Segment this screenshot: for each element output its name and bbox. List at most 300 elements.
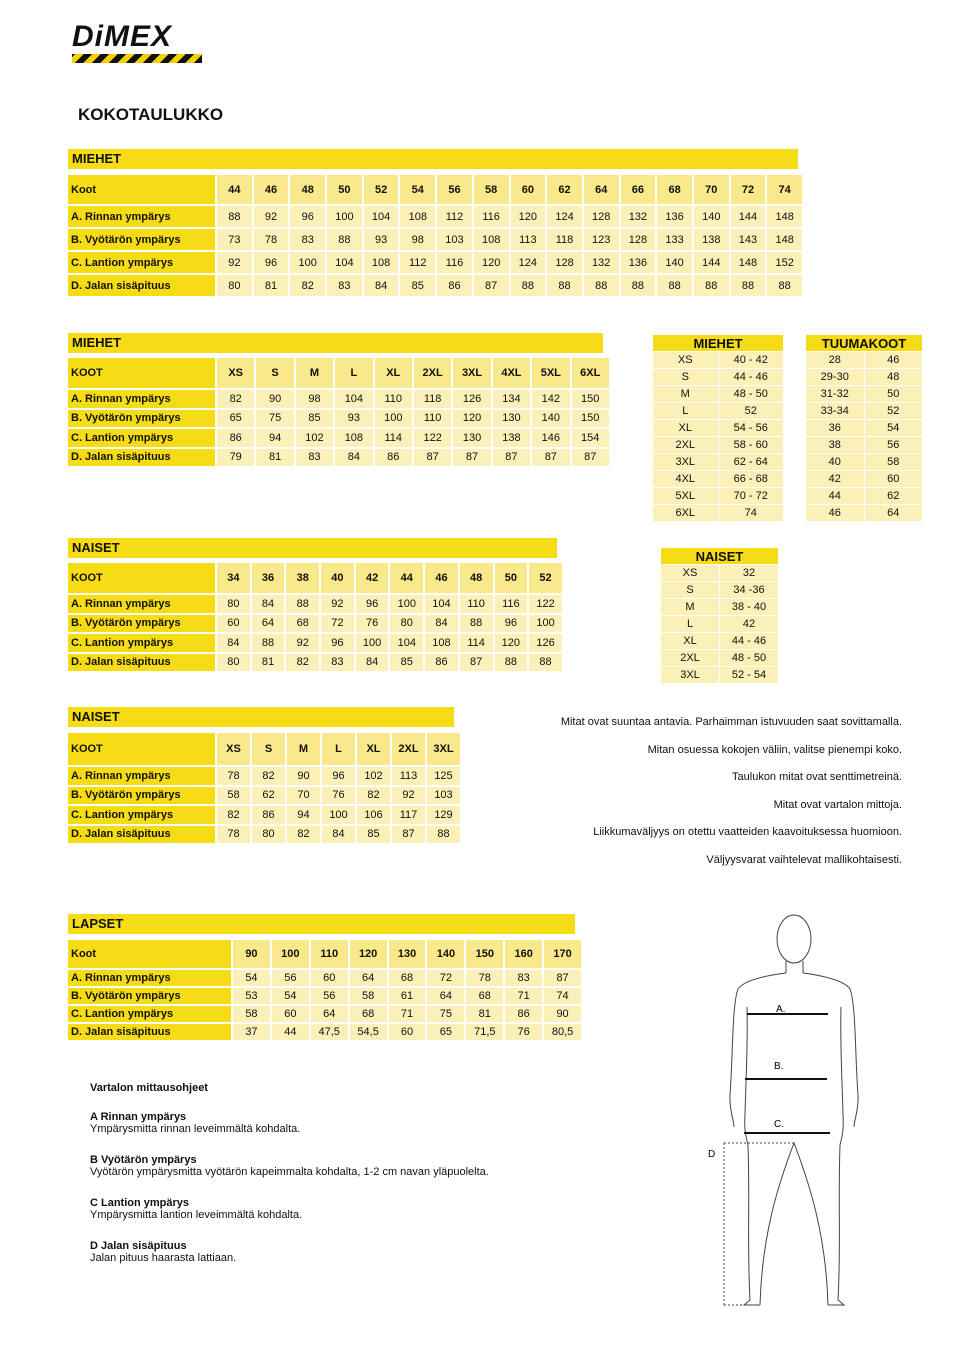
measurement-value: 96 <box>495 615 528 633</box>
size-header-cell: 40 <box>321 563 354 593</box>
conversion-cell: 74 <box>719 505 784 521</box>
conversion-cell: 52 <box>719 403 784 419</box>
measurement-value: 86 <box>425 654 458 672</box>
size-header-cell: 2XL <box>414 358 451 388</box>
measurement-value: 87 <box>460 654 493 672</box>
size-header-cell: 38 <box>286 563 319 593</box>
measurement-value: 106 <box>357 806 390 824</box>
conversion-cell: 66 - 68 <box>719 471 784 487</box>
measurement-value: 96 <box>321 634 354 652</box>
measurement-value: 104 <box>327 252 362 273</box>
conversion-cell: 2XL <box>653 437 718 453</box>
measurement-value: 88 <box>217 206 252 227</box>
measurement-value: 148 <box>731 252 766 273</box>
measurement-value: 71 <box>505 988 542 1004</box>
measurement-label: C. Lantion ympärys <box>68 806 215 824</box>
measurement-value: 60 <box>272 1006 309 1022</box>
size-header-cell: 52 <box>364 175 399 204</box>
conversion-cell: 48 - 50 <box>719 386 784 402</box>
measurement-value: 87 <box>572 449 609 467</box>
measurement-value: 94 <box>287 806 320 824</box>
conversion-row <box>653 352 783 368</box>
measurement-value: 68 <box>466 988 503 1004</box>
measurement-value: 96 <box>290 206 325 227</box>
measurement-value: 88 <box>252 634 285 652</box>
conversion-cell: 46 <box>865 352 923 368</box>
measurement-value: 140 <box>532 410 569 428</box>
instruction-text: Ympärysmitta lantion leveimmältä kohdalta. <box>90 1209 303 1221</box>
measurement-value: 54 <box>233 970 270 986</box>
measurement-value: 81 <box>254 275 289 296</box>
size-header-cell: S <box>252 733 285 765</box>
conversion-row <box>806 386 922 402</box>
size-header-row <box>68 175 802 204</box>
conversion-cell: 38 <box>806 437 864 453</box>
measurement-row <box>68 252 802 273</box>
measurement-value: 116 <box>437 252 472 273</box>
measurement-value: 110 <box>414 410 451 428</box>
instruction-title: A Rinnan ympärys <box>90 1111 187 1123</box>
size-header-cell: 110 <box>311 940 348 968</box>
measurement-value: 71 <box>389 1006 426 1022</box>
measurement-row <box>68 229 802 250</box>
measurement-value: 148 <box>767 229 802 250</box>
measurement-value: 81 <box>252 654 285 672</box>
measurement-value: 87 <box>532 449 569 467</box>
note-line: Mitat ovat vartalon mittoja. <box>773 798 902 811</box>
measurement-value: 90 <box>256 390 293 408</box>
conversion-row <box>653 488 783 504</box>
women-numeric-size-table <box>66 561 564 673</box>
measurement-value: 103 <box>427 787 460 805</box>
size-header-row <box>68 563 562 593</box>
note-line: Väljyysvarat vaihtelevat mallikohtaisesti. <box>706 853 902 866</box>
measurement-label: D. Jalan sisäpituus <box>68 654 215 672</box>
size-header-cell: 44 <box>217 175 252 204</box>
conversion-cell: L <box>653 403 718 419</box>
size-header-cell: 4XL <box>493 358 530 388</box>
size-header-label: Koot <box>68 175 215 204</box>
measurement-value: 128 <box>621 229 656 250</box>
measurement-row <box>68 634 562 652</box>
measurement-value: 65 <box>217 410 254 428</box>
measurement-value: 84 <box>335 449 372 467</box>
conversion-cell: S <box>653 369 718 385</box>
measurement-row <box>68 429 609 447</box>
measurement-value: 150 <box>572 390 609 408</box>
measurement-value: 82 <box>290 275 325 296</box>
measurement-value: 93 <box>335 410 372 428</box>
measurement-value: 100 <box>390 595 423 613</box>
conversion-row <box>661 650 778 666</box>
figure-label-c: C. <box>774 1119 784 1130</box>
women-numeric-title: NAISET <box>68 538 557 558</box>
men-letter-title: MIEHET <box>68 333 603 353</box>
measurement-value: 87 <box>493 449 530 467</box>
size-header-cell: M <box>296 358 333 388</box>
conversion-cell: M <box>653 386 718 402</box>
measurement-value: 37 <box>233 1024 270 1040</box>
size-header-cell: L <box>322 733 355 765</box>
dimex-logo <box>72 22 202 64</box>
measurement-value: 87 <box>544 970 581 986</box>
conversion-row <box>661 599 778 615</box>
size-header-cell: 42 <box>356 563 389 593</box>
measurement-value: 140 <box>657 252 692 273</box>
measurement-value: 112 <box>400 252 435 273</box>
conversion-row <box>653 420 783 436</box>
measurement-value: 68 <box>389 970 426 986</box>
measurement-value: 96 <box>356 595 389 613</box>
measurement-value: 104 <box>364 206 399 227</box>
measurement-row <box>68 275 802 296</box>
measurement-label: B. Vyötärön ympärys <box>68 787 215 805</box>
measurement-value: 54,5 <box>350 1024 387 1040</box>
conversion-row <box>653 403 783 419</box>
measurement-value: 88 <box>584 275 619 296</box>
conversion-cell: 48 <box>865 369 923 385</box>
measurement-value: 100 <box>356 634 389 652</box>
measurement-value: 92 <box>254 206 289 227</box>
measurement-value: 83 <box>290 229 325 250</box>
conversion-cell: 42 <box>806 471 864 487</box>
conversion-cell: 56 <box>865 437 923 453</box>
measurement-value: 104 <box>390 634 423 652</box>
measurement-value: 80 <box>217 654 250 672</box>
note-line: Mitat ovat suuntaa antavia. Parhaimman istuvuuden saat sovittamalla. <box>560 716 902 728</box>
conversion-cell: XS <box>653 352 718 368</box>
measurement-value: 108 <box>425 634 458 652</box>
size-header-row <box>68 358 609 388</box>
measurement-label: D. Jalan sisäpituus <box>68 1024 231 1040</box>
measurement-value: 122 <box>414 429 451 447</box>
measurement-value: 126 <box>453 390 490 408</box>
conversion-row <box>661 582 778 598</box>
measurement-value: 80 <box>217 595 250 613</box>
measurement-value: 58 <box>217 787 250 805</box>
measurement-value: 100 <box>375 410 412 428</box>
conversion-row <box>806 488 922 504</box>
conversion-row <box>806 369 922 385</box>
measurement-label: D. Jalan sisäpituus <box>68 275 215 296</box>
conversion-cell: 28 <box>806 352 864 368</box>
measurement-value: 114 <box>460 634 493 652</box>
conversion-cell: 40 - 42 <box>719 352 784 368</box>
men-letter-size-table <box>66 356 611 468</box>
measurement-value: 98 <box>400 229 435 250</box>
conversion-header-row <box>806 335 922 351</box>
measurement-value: 96 <box>254 252 289 273</box>
measurement-value: 94 <box>256 429 293 447</box>
size-header-cell: S <box>256 358 293 388</box>
measurement-value: 61 <box>389 988 426 1004</box>
measurement-value: 87 <box>474 275 509 296</box>
measurement-value: 86 <box>252 806 285 824</box>
measurement-label: B. Vyötärön ympärys <box>68 615 215 633</box>
measuring-instructions <box>90 1082 610 1283</box>
measurement-value: 114 <box>375 429 412 447</box>
measurement-value: 78 <box>466 970 503 986</box>
kids-title: LAPSET <box>68 914 575 934</box>
size-header-cell: 170 <box>544 940 581 968</box>
instruction-item <box>90 1240 610 1264</box>
size-header-row <box>68 733 460 765</box>
measurement-value: 88 <box>657 275 692 296</box>
measurement-value: 78 <box>217 767 250 785</box>
measurement-value: 44 <box>272 1024 309 1040</box>
conversion-row <box>661 565 778 581</box>
measurement-label: A. Rinnan ympärys <box>68 595 215 613</box>
measurement-label: C. Lantion ympärys <box>68 1006 231 1022</box>
measurement-value: 68 <box>286 615 319 633</box>
size-header-cell: 48 <box>290 175 325 204</box>
instructions-heading: Vartalon mittausohjeet <box>90 1082 208 1094</box>
conversion-cell: 36 <box>806 420 864 436</box>
measurement-value: 56 <box>311 988 348 1004</box>
measurement-value: 88 <box>547 275 582 296</box>
size-header-cell: 160 <box>505 940 542 968</box>
size-header-label: KOOT <box>68 563 215 593</box>
conversion-row <box>806 471 922 487</box>
men-numeric-title: MIEHET <box>68 149 798 169</box>
measurement-value: 62 <box>252 787 285 805</box>
measurement-row <box>68 988 581 1004</box>
measurement-value: 82 <box>286 654 319 672</box>
size-header-cell: 74 <box>767 175 802 204</box>
size-header-cell: 3XL <box>427 733 460 765</box>
measurement-value: 84 <box>364 275 399 296</box>
measurement-value: 92 <box>321 595 354 613</box>
measurement-value: 88 <box>495 654 528 672</box>
measurement-label: A. Rinnan ympärys <box>68 390 215 408</box>
conversion-row <box>806 420 922 436</box>
conversion-row <box>806 403 922 419</box>
measurement-value: 85 <box>400 275 435 296</box>
size-header-cell: 90 <box>233 940 270 968</box>
note-line: Mitan osuessa kokojen väliin, valitse pienempi koko. <box>647 743 902 756</box>
women-letter-size-table <box>66 731 462 845</box>
measurement-value: 150 <box>572 410 609 428</box>
conversion-row <box>806 454 922 470</box>
measurement-value: 100 <box>327 206 362 227</box>
measurement-value: 86 <box>505 1006 542 1022</box>
measurement-value: 53 <box>233 988 270 1004</box>
measurement-value: 82 <box>252 767 285 785</box>
conversion-cell: 60 <box>865 471 923 487</box>
measurement-value: 60 <box>389 1024 426 1040</box>
measurement-value: 87 <box>453 449 490 467</box>
conversion-row <box>661 616 778 632</box>
conversion-row <box>653 369 783 385</box>
measurement-value: 130 <box>453 429 490 447</box>
instruction-item <box>90 1197 610 1221</box>
conversion-row <box>653 471 783 487</box>
size-header-cell: 54 <box>400 175 435 204</box>
measurement-value: 64 <box>252 615 285 633</box>
measurement-label: A. Rinnan ympärys <box>68 767 215 785</box>
measurement-value: 100 <box>290 252 325 273</box>
measurement-value: 152 <box>767 252 802 273</box>
measurement-row <box>68 595 562 613</box>
measurement-value: 110 <box>375 390 412 408</box>
size-header-cell: 5XL <box>532 358 569 388</box>
measurement-value: 102 <box>357 767 390 785</box>
measurement-value: 78 <box>217 826 250 844</box>
size-header-cell: 2XL <box>392 733 425 765</box>
instruction-text: Vyötärön ympärysmitta vyötärön kapeimmalta kohdalta, 1-2 cm navan yläpuolelta. <box>90 1166 489 1178</box>
measurement-value: 79 <box>217 449 254 467</box>
measurement-value: 104 <box>335 390 372 408</box>
measurement-value: 81 <box>466 1006 503 1022</box>
measurement-value: 88 <box>511 275 546 296</box>
instruction-item <box>90 1154 610 1178</box>
measurement-value: 83 <box>327 275 362 296</box>
human-silhouette-icon <box>730 915 858 1305</box>
figure-label-a: A. <box>776 1004 786 1015</box>
conversion-cell: 64 <box>865 505 923 521</box>
measurement-value: 64 <box>427 988 464 1004</box>
measurement-value: 84 <box>425 615 458 633</box>
measurement-value: 80 <box>390 615 423 633</box>
measurement-value: 82 <box>287 826 320 844</box>
kids-size-table <box>66 938 583 1042</box>
measurement-value: 146 <box>532 429 569 447</box>
conversion-cell: 44 - 46 <box>720 633 778 649</box>
size-header-cell: 6XL <box>572 358 609 388</box>
size-header-cell: 100 <box>272 940 309 968</box>
conversion-cell: 6XL <box>653 505 718 521</box>
measurement-value: 98 <box>296 390 333 408</box>
conversion-cell: S <box>661 582 719 598</box>
measurement-value: 108 <box>400 206 435 227</box>
conversion-cell: XL <box>653 420 718 436</box>
conversion-cell: 3XL <box>653 454 718 470</box>
conversion-cell: 32 <box>720 565 778 581</box>
measurement-value: 76 <box>505 1024 542 1040</box>
conversion-row <box>653 437 783 453</box>
measurement-value: 126 <box>529 634 562 652</box>
size-header-cell: XL <box>375 358 412 388</box>
size-header-cell: 140 <box>427 940 464 968</box>
size-header-cell: 130 <box>389 940 426 968</box>
measurement-value: 103 <box>437 229 472 250</box>
conversion-cell: 58 <box>865 454 923 470</box>
measurement-value: 80 <box>217 275 252 296</box>
instruction-text: Jalan pituus haarasta lattiaan. <box>90 1252 237 1264</box>
women-letter-title: NAISET <box>68 707 454 727</box>
measurement-value: 144 <box>694 252 729 273</box>
measurement-value: 76 <box>356 615 389 633</box>
measurement-value: 122 <box>529 595 562 613</box>
measurement-value: 71,5 <box>466 1024 503 1040</box>
measurement-value: 88 <box>529 654 562 672</box>
measurement-value: 92 <box>392 787 425 805</box>
size-header-cell: 68 <box>657 175 692 204</box>
logo-text: DiMEX <box>72 20 173 53</box>
conversion-title: MIEHET <box>653 335 783 351</box>
measurement-value: 136 <box>621 252 656 273</box>
measurement-label: B. Vyötärön ympärys <box>68 410 215 428</box>
size-header-cell: 58 <box>474 175 509 204</box>
measurement-value: 85 <box>390 654 423 672</box>
measurement-label: B. Vyötärön ympärys <box>68 988 231 1004</box>
conversion-title: TUUMAKOOT <box>806 335 922 351</box>
conversion-cell: 50 <box>865 386 923 402</box>
instruction-title: C Lantion ympärys <box>90 1197 190 1209</box>
measurement-value: 124 <box>511 252 546 273</box>
conversion-cell: 70 - 72 <box>719 488 784 504</box>
measurement-label: C. Lantion ympärys <box>68 634 215 652</box>
size-header-cell: 72 <box>731 175 766 204</box>
measurement-value: 64 <box>311 1006 348 1022</box>
measurement-value: 108 <box>335 429 372 447</box>
measurement-value: 60 <box>217 615 250 633</box>
measurement-value: 128 <box>547 252 582 273</box>
conversion-cell: 42 <box>720 616 778 632</box>
measurement-value: 88 <box>427 826 460 844</box>
measurement-value: 84 <box>356 654 389 672</box>
conversion-cell: 48 - 50 <box>720 650 778 666</box>
measurement-value: 120 <box>511 206 546 227</box>
conversion-cell: 54 - 56 <box>719 420 784 436</box>
conversion-cell: 58 - 60 <box>719 437 784 453</box>
measurement-row <box>68 970 581 986</box>
conversion-cell: 54 <box>865 420 923 436</box>
measurement-row <box>68 615 562 633</box>
measurement-row <box>68 826 460 844</box>
conversion-row <box>661 667 778 683</box>
size-header-cell: 34 <box>217 563 250 593</box>
conversion-cell: 3XL <box>661 667 719 683</box>
measurement-value: 85 <box>357 826 390 844</box>
body-measurement-figure <box>700 905 880 1315</box>
measurement-value: 88 <box>327 229 362 250</box>
measurement-value: 88 <box>694 275 729 296</box>
size-header-cell: 44 <box>390 563 423 593</box>
measurement-value: 120 <box>453 410 490 428</box>
measurement-value: 84 <box>252 595 285 613</box>
measurement-value: 88 <box>460 615 493 633</box>
measurement-value: 140 <box>694 206 729 227</box>
conversion-cell: 52 - 54 <box>720 667 778 683</box>
measurement-value: 72 <box>427 970 464 986</box>
measurement-row <box>68 390 609 408</box>
logo-hazard-stripe <box>72 54 202 63</box>
measurement-value: 82 <box>217 806 250 824</box>
conversion-cell: 62 <box>865 488 923 504</box>
page-title: KOKOTAULUKKO <box>78 105 224 124</box>
measurement-label: C. Lantion ympärys <box>68 252 215 273</box>
measurement-value: 125 <box>427 767 460 785</box>
conversion-cell: 40 <box>806 454 864 470</box>
conversion-cell: 52 <box>865 403 923 419</box>
measurement-value: 112 <box>437 206 472 227</box>
size-header-cell: 56 <box>437 175 472 204</box>
size-header-cell: 50 <box>495 563 528 593</box>
measurement-value: 120 <box>495 634 528 652</box>
size-header-cell: 46 <box>254 175 289 204</box>
measurement-row <box>68 1006 581 1022</box>
measurement-value: 88 <box>621 275 656 296</box>
measurement-value: 64 <box>350 970 387 986</box>
conversion-row <box>806 437 922 453</box>
measurement-value: 124 <box>547 206 582 227</box>
measurement-value: 86 <box>375 449 412 467</box>
men-numeric-size-table <box>66 173 804 298</box>
conversion-cell: L <box>661 616 719 632</box>
measurement-value: 123 <box>584 229 619 250</box>
measurement-row <box>68 410 609 428</box>
